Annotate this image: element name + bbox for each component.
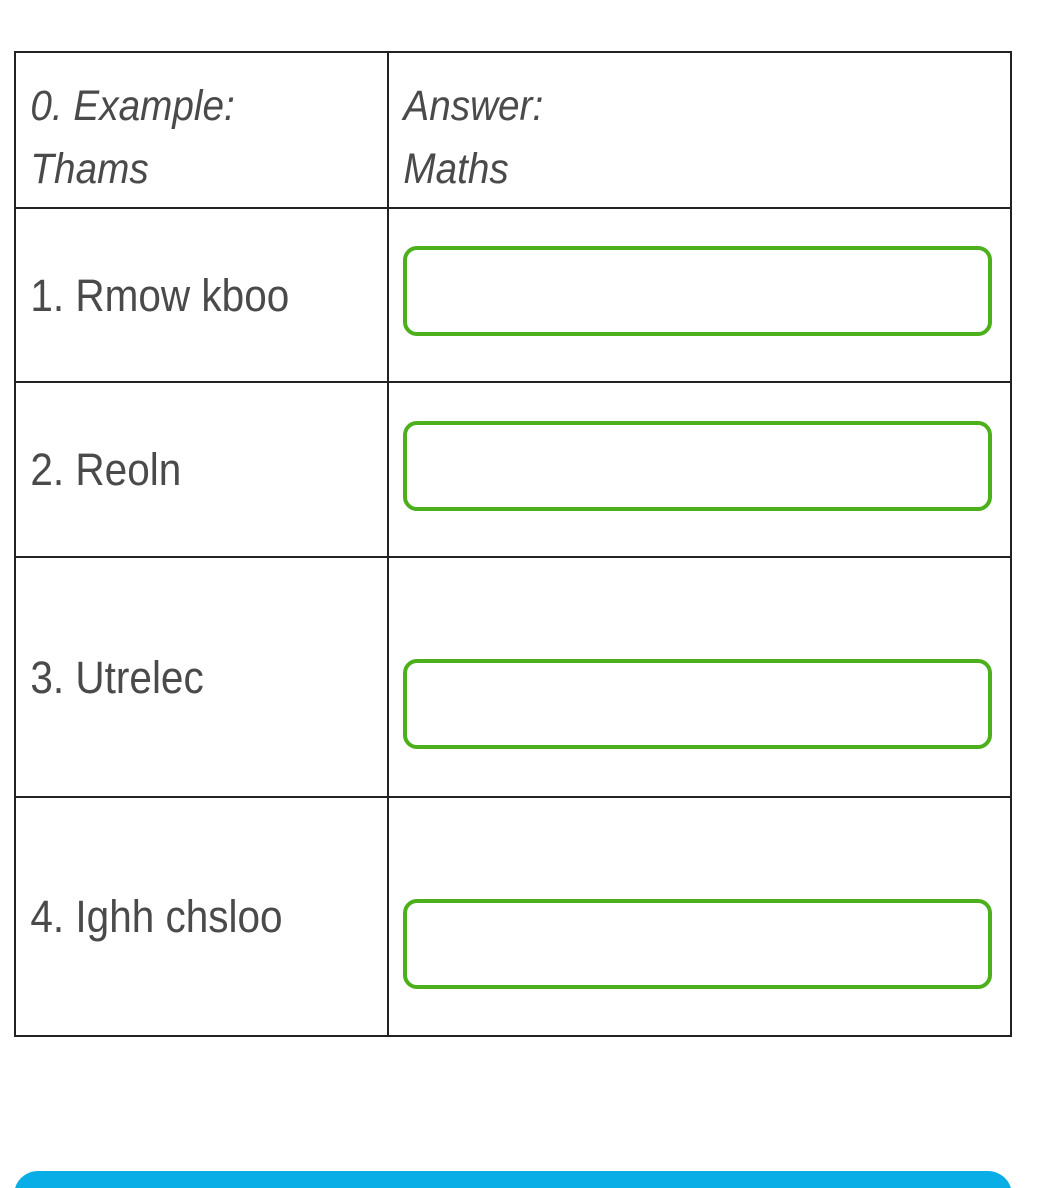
answer-input-4[interactable] <box>403 899 992 989</box>
answer-input-2[interactable] <box>403 421 992 511</box>
example-answer-cell <box>388 52 1011 208</box>
scrambled-word-cell <box>15 208 388 382</box>
example-row <box>15 52 1011 208</box>
scrambled-word-cell <box>15 557 388 797</box>
example-prompt-label: 0. Example: <box>30 82 235 130</box>
table-row <box>15 208 1011 382</box>
table-row <box>15 557 1011 797</box>
answer-cell <box>388 557 1011 797</box>
table-row <box>15 382 1011 557</box>
scrambled-word-1: 1. Rmow kboo <box>30 269 290 321</box>
example-answer <box>389 53 948 201</box>
answer-input-3[interactable] <box>403 659 992 749</box>
answer-cell <box>388 208 1011 382</box>
table-row <box>15 797 1011 1036</box>
example-answer-word: Maths <box>403 145 509 193</box>
word-scramble-table <box>14 51 1012 1037</box>
answer-cell <box>388 797 1011 1036</box>
example-answer-label: Answer: <box>403 82 544 130</box>
scrambled-word-3: 3. Utrelec <box>30 651 204 703</box>
submit-button[interactable] <box>14 1171 1012 1188</box>
scrambled-word-cell <box>15 797 388 1036</box>
scrambled-word-cell <box>15 382 388 557</box>
scrambled-word-4: 4. Ighh chsloo <box>30 891 283 942</box>
scrambled-word-2: 2. Reoln <box>30 444 182 495</box>
example-prompt-word: Thams <box>30 145 149 193</box>
answer-input-1[interactable] <box>403 246 992 336</box>
example-prompt-cell <box>15 52 388 208</box>
answer-cell <box>388 382 1011 557</box>
example-prompt <box>16 53 350 201</box>
